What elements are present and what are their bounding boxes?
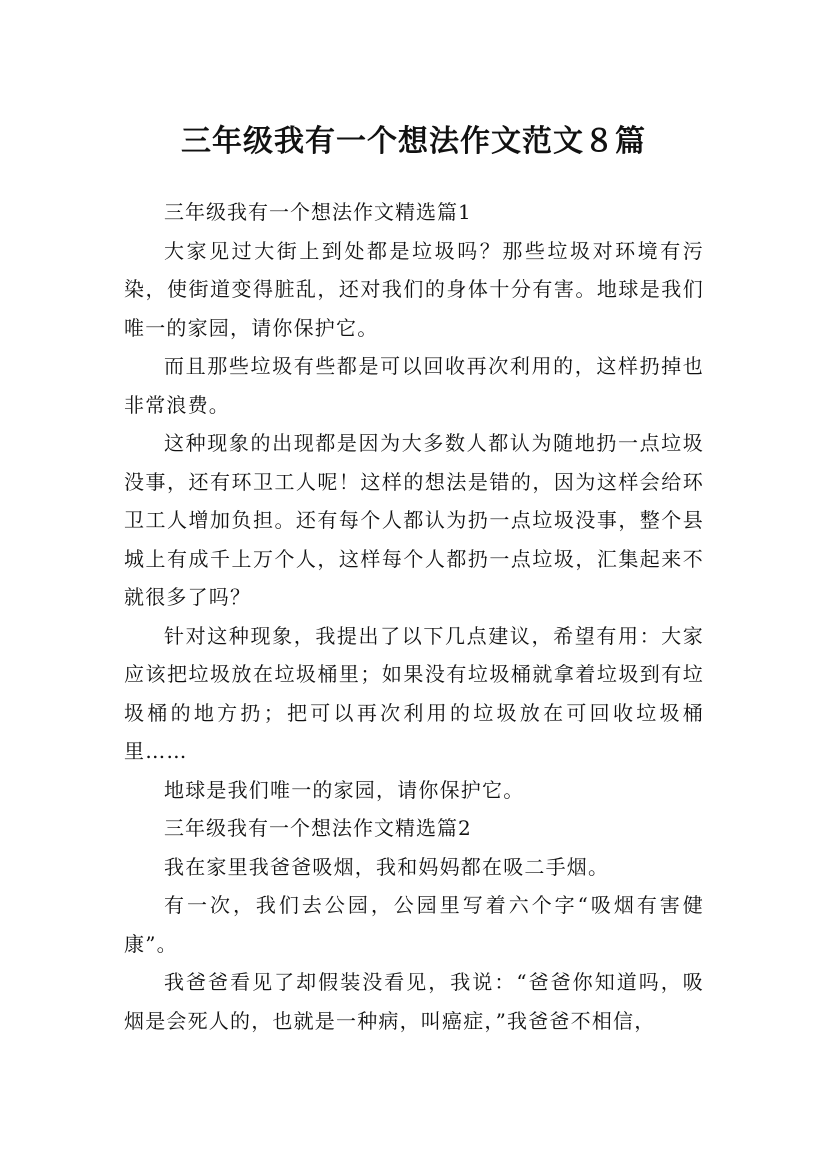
section-heading-1: 三年级我有一个想法作文精选篇1	[164, 200, 472, 224]
body-paragraph: 我在家里我爸爸吸烟，我和妈妈都在吸二手烟。	[164, 854, 610, 879]
section-heading-2: 三年级我有一个想法作文精选篇2	[164, 816, 472, 840]
body-paragraph: 而且那些垃圾有些都是可以回收再次利用的，这样扔掉也非常浪费。	[124, 354, 704, 417]
body-paragraph: 我爸爸看见了却假装没看见，我说：“爸爸你知道吗，吸烟是会死人的，也就是一种病，叫癌症，”我爸爸不相信，	[124, 970, 704, 1033]
body-paragraph: 有一次，我们去公园，公园里写着六个字“吸烟有害健康”。	[124, 893, 704, 956]
body-paragraph: 针对这种现象，我提出了以下几点建议，希望有用：大家应该把垃圾放在垃圾桶里；如果没有垃圾桶就拿着垃圾到有垃圾桶的地方扔；把可以再次利用的垃圾放在可回收垃圾桶里……	[124, 623, 704, 763]
body-paragraph: 大家见过大街上到处都是垃圾吗？那些垃圾对环境有污染，使街道变得脏乱，还对我们的身体十分有害。地球是我们唯一的家园，请你保护它。	[124, 238, 704, 340]
body-paragraph: 这种现象的出现都是因为大多数人都认为随地扔一点垃圾没事，还有环卫工人呢！这样的想法是错的，因为这样会给环卫工人增加负担。还有每个人都认为扔一点垃圾没事，整个县城上有成千上万个人，这样每个人都扔一点垃圾，汇集起来不就很多了吗？	[124, 431, 704, 609]
document-title: 三年级我有一个想法作文范文８篇	[181, 124, 646, 160]
document-body	[124, 193, 704, 1040]
body-paragraph: 地球是我们唯一的家园，请你保护它。	[164, 777, 525, 802]
